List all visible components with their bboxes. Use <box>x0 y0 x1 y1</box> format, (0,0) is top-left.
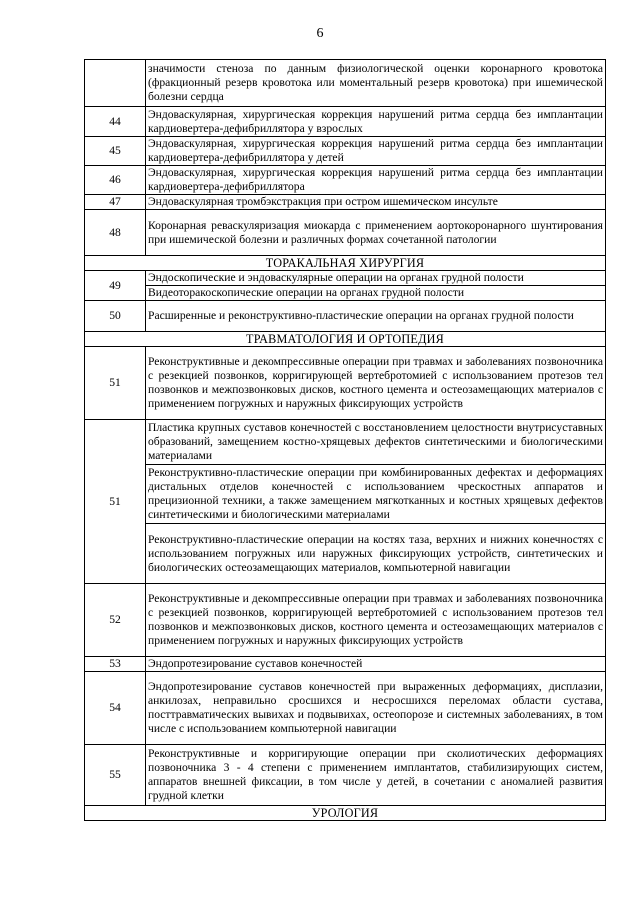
table-row <box>85 166 606 195</box>
row-description: Эндоваскулярная, хирургическая коррекция нарушений ритма сердца без имплантации кардиовертера-дефибриллятора у взрослых <box>146 107 606 137</box>
table-row <box>85 107 606 137</box>
row-description: Видеоторакоскопические операции на органах грудной полости <box>146 286 606 301</box>
row-number: 54 <box>85 672 146 745</box>
row-description: Реконструктивно-пластические операции при комбинированных дефектах и деформациях дистальных отделов конечностей с использованием чрескостных аппаратов и прецизионной техники, а также замещением мягкотканных и костных хрящевых дефектов синтетическими и биологическими материалами <box>146 465 606 524</box>
table-row <box>85 347 606 420</box>
table-row <box>85 745 606 806</box>
table-row <box>85 524 606 584</box>
row-number: 50 <box>85 301 146 332</box>
row-description: Эндопротезирование суставов конечностей <box>146 657 606 672</box>
table-row <box>85 672 606 745</box>
row-number: 47 <box>85 195 146 210</box>
procedures-table <box>84 59 606 821</box>
row-number: 51 <box>85 347 146 420</box>
row-number: 55 <box>85 745 146 806</box>
section-header-row <box>85 256 606 271</box>
row-number: 44 <box>85 107 146 137</box>
row-number: 46 <box>85 166 146 195</box>
page-number: 6 <box>316 26 324 41</box>
section-header-row <box>85 332 606 347</box>
row-description: Коронарная реваскуляризация миокарда с применением аортокоронарного шунтирования при ишемической болезни и различных формах сочетанной патологии <box>146 210 606 256</box>
row-description: Пластика крупных суставов конечностей с восстановлением целостности внутрисуставных образований, замещением костно-хрящевых дефектов синтетическими и биологическими материалами <box>146 420 606 465</box>
row-description: Эндоскопические и эндоваскулярные операции на органах грудной полости <box>146 271 606 286</box>
row-number: 48 <box>85 210 146 256</box>
row-description: Эндоваскулярная тромбэкстракция при остром ишемическом инсульте <box>146 195 606 210</box>
table-row <box>85 657 606 672</box>
section-title-urology: УРОЛОГИЯ <box>85 806 606 821</box>
row-description: Реконструктивные и декомпрессивные операции при травмах и заболеваниях позвоночника с резекцией позвонков, корригирующей вертебротомией с использованием протезов тел позвонков и межпозвонковых дисков, костного цемента и остеозамещающих материалов с применением погружных и наружных фиксирующих устройств <box>146 347 606 420</box>
row-description: Реконструктивные и декомпрессивные операции при травмах и заболеваниях позвоночника с резекцией позвонков, корригирующей вертебротомией с использованием протезов тел позвонков и межпозвонковых дисков, костного цемента и остеозамещающих материалов с применением погружных и наружных фиксирующих устройств <box>146 584 606 657</box>
row-description: Реконструктивно-пластические операции на костях таза, верхних и нижних конечностях с использованием погружных или наружных фиксирующих устройств, синтетических и биологических остеозамещающих материалов, компьютерной навигации <box>146 524 606 584</box>
table-row <box>85 420 606 465</box>
table-row <box>85 210 606 256</box>
row-description: Реконструктивные и корригирующие операции при сколиотических деформациях позвоночника 3 - 4 степени с применением имплантатов, стабилизирующих систем, аппаратов внешней фиксации, в том числе у детей, в сочетании с аномалией развития грудной клетки <box>146 745 606 806</box>
row-description: Эндоваскулярная, хирургическая коррекция нарушений ритма сердца без имплантации кардиовертера-дефибриллятора у детей <box>146 137 606 166</box>
table-row <box>85 301 606 332</box>
table-row <box>85 137 606 166</box>
row-number: 45 <box>85 137 146 166</box>
section-header-row <box>85 806 606 821</box>
row-description: Эндоваскулярная, хирургическая коррекция нарушений ритма сердца без имплантации кардиовертера-дефибриллятора <box>146 166 606 195</box>
row-number: 51 <box>85 420 146 584</box>
row-description: Расширенные и реконструктивно-пластические операции на органах грудной полости <box>146 301 606 332</box>
row-number: 53 <box>85 657 146 672</box>
table-row <box>85 60 606 107</box>
section-title-thoracic: ТОРАКАЛЬНАЯ ХИРУРГИЯ <box>85 256 606 271</box>
section-title-trauma: ТРАВМАТОЛОГИЯ И ОРТОПЕДИЯ <box>85 332 606 347</box>
table-row <box>85 286 606 301</box>
row-description: Эндопротезирование суставов конечностей при выраженных деформациях, дисплазии, анкилозах, неправильно сросшихся и несросшихся переломах области сустава, посттравматических вывихах и подвывихах, остеопорозе и системных заболеваниях, в том числе с использованием компьютерной навигации <box>146 672 606 745</box>
row-description: значимости стеноза по данным физиологической оценки коронарного кровотока (фракционный резерв кровотока или моментальный резерв кровотока) при ишемической болезни сердца <box>146 60 606 107</box>
table-row <box>85 195 606 210</box>
table-row <box>85 271 606 286</box>
table-row <box>85 584 606 657</box>
row-number <box>85 60 146 107</box>
table-row <box>85 465 606 524</box>
row-number: 49 <box>85 271 146 301</box>
row-number: 52 <box>85 584 146 657</box>
